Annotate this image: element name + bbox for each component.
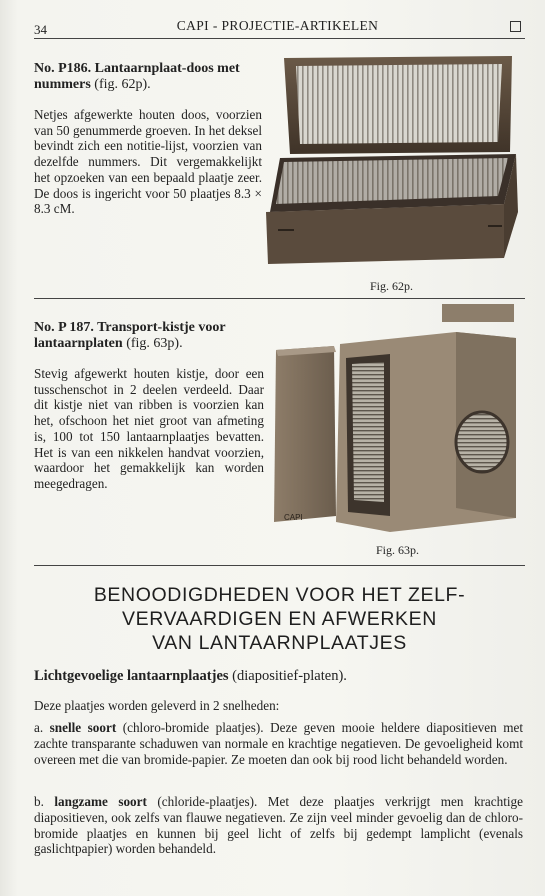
item-b-paragraph bbox=[34, 794, 523, 857]
transport-case-illustration bbox=[270, 302, 528, 534]
figure-62p-caption: Fig. 62p. bbox=[370, 279, 414, 293]
article-p187-text: Stevig afgewerkt houten kistje, door een tusschenschot in 2 deelen verdeeld. Daar dit kistje niet van ribben is voorzien kan het, ofschoon het niet groot van afmeting is, 100 tot 150 lantaarnplaatjes bevatten. Het is van een nikkelen handvat voorzien, waardoor het gemakkelijk kan worden meegedragen. bbox=[34, 366, 264, 491]
section-subheading bbox=[34, 668, 347, 685]
header-rule bbox=[34, 38, 525, 39]
article-p186-heading bbox=[34, 61, 262, 93]
figure-63p-caption: Fig. 63p. bbox=[376, 543, 420, 557]
section-intro: Deze plaatjes worden geleverd in 2 snelheden: bbox=[34, 698, 280, 713]
item-a-text: (chloro-bromide plaatjes). Deze geven mooie heldere diapositieven met zachte transparante schaduwen van normale en krachtige negatieven. De gevoeligheid komt overeen met die van bromide-papier. Ze moeten dan ook bij rood licht behandeld worden. bbox=[34, 720, 523, 767]
lantern-slide-box-illustration bbox=[262, 54, 527, 266]
item-a-bold: snelle soort bbox=[49, 720, 117, 735]
section-title-line-2: VERVAARDIGEN EN AFWERKEN bbox=[122, 608, 437, 630]
item-b-prefix: b. bbox=[34, 794, 55, 809]
square-mark-icon bbox=[510, 21, 521, 32]
subheading-rest: (diapositief-platen). bbox=[228, 668, 347, 684]
item-b-bold: langzame soort bbox=[54, 794, 147, 809]
section-title-line-1: BENOODIGDHEDEN VOOR HET ZELF- bbox=[93, 584, 466, 606]
running-title: CAPI - PROJECTIE-ARTIKELEN bbox=[176, 18, 379, 33]
section-title-line-3: VAN LANTAARNPLAATJES bbox=[152, 632, 407, 654]
page-number: 34 bbox=[34, 22, 47, 37]
subheading-bold: Lichtgevoelige lantaarnplaatjes bbox=[34, 668, 229, 684]
article-p187 bbox=[34, 320, 264, 492]
item-a-paragraph bbox=[34, 720, 523, 767]
item-a-prefix: a. bbox=[34, 720, 50, 735]
article-p186 bbox=[34, 61, 262, 217]
article-p187-heading bbox=[34, 320, 264, 352]
item-b-text: (chloride-plaatjes). Met deze plaatjes verkrijgt men krachtige diapositieven, ook zelfs van flauwe negatieven. Ze zijn veel minder gevoelig dan de chloro-bromide plaatjes en kunnen bij geel licht of zelfs bij gedempt lamplicht (evenals gaslichtpapier) worden behandeld. bbox=[34, 794, 523, 857]
section-title bbox=[34, 583, 525, 655]
article-p186-text: Netjes afgewerkte houten doos, voorzien van 50 genummerde groeven. In het deksel bevindt zich een notitie-lijst, voorzien van dezelfde nummers. Dit vergemakkelijkt het opzoeken van een bepaald plaatje zeer. De doos is ingericht voor 50 plaatjes 8.3 × 8.3 cM. bbox=[34, 107, 262, 217]
article-p187-figref: (fig. 63p). bbox=[122, 336, 183, 351]
article-p187-title: No. P 187. Transport-kistje voor lantaarnplaten bbox=[34, 320, 226, 351]
article-p186-title: No. P186. Lantaarnplaat-doos met nummers bbox=[34, 61, 240, 92]
divider-rule-1 bbox=[34, 298, 525, 299]
case-maker-mark: CAPI bbox=[284, 513, 303, 522]
divider-rule-2 bbox=[34, 565, 525, 566]
article-p186-figref: (fig. 62p). bbox=[90, 77, 151, 92]
page-header bbox=[34, 12, 521, 38]
